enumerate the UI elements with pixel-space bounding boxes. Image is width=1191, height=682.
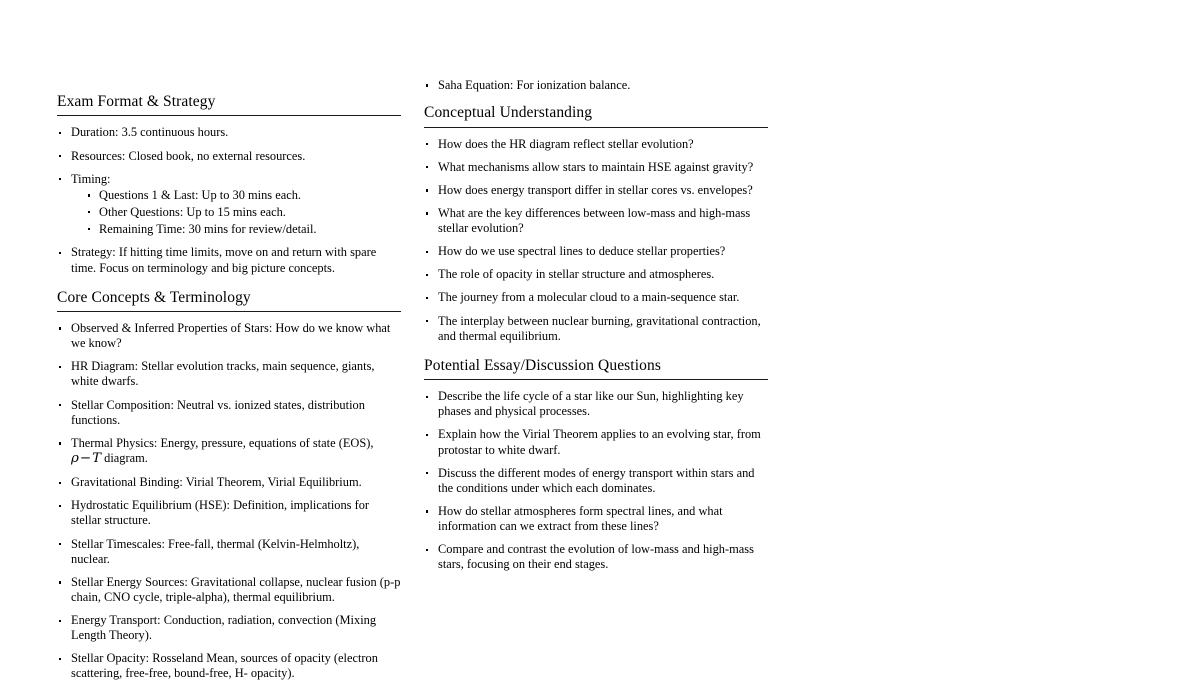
list-item xyxy=(57,149,401,164)
list-item-text: What mechanisms allow stars to maintain HSE against gravity? xyxy=(438,159,754,174)
bullet-icon xyxy=(59,620,61,622)
sublist-timing xyxy=(71,188,401,238)
list-item xyxy=(57,172,401,238)
left-column xyxy=(57,92,401,682)
list-item xyxy=(424,183,768,198)
math-rho-t-expression xyxy=(71,451,101,466)
list-item-text: Discuss the different modes of energy transport within stars and the conditions under which each dominates. xyxy=(438,465,755,495)
sublist-item-text: Remaining Time: 30 mins for review/detail. xyxy=(99,221,317,236)
section-heading-exam-format-strategy: Exam Format & Strategy xyxy=(57,92,401,116)
list-item-text: Resources: Closed book, no external resources. xyxy=(71,148,306,163)
math-symbol-t: T xyxy=(92,450,102,466)
list-item-text: HR Diagram: Stellar evolution tracks, main sequence, giants, white dwarfs. xyxy=(71,359,375,389)
list-item xyxy=(424,137,768,152)
bullet-icon xyxy=(59,404,61,406)
list-item xyxy=(424,160,768,175)
list-item-with-math xyxy=(57,436,401,467)
bullet-icon xyxy=(426,472,428,474)
bullet-icon xyxy=(426,251,428,253)
bullet-icon xyxy=(59,442,61,444)
bullet-icon xyxy=(426,189,428,191)
list-exam-format-strategy xyxy=(57,125,401,275)
bullet-icon xyxy=(426,320,428,322)
list-potential-essay-questions xyxy=(424,389,768,572)
bullet-icon xyxy=(426,212,428,214)
sublist-item xyxy=(86,222,401,238)
section-spacer xyxy=(57,276,401,288)
list-item-text: Compare and contrast the evolution of low-mass and high-mass stars, focusing on their end stages. xyxy=(438,542,754,572)
bullet-icon xyxy=(88,211,90,213)
list-item xyxy=(57,125,401,140)
bullet-icon xyxy=(59,132,61,134)
list-item-text: Strategy: If hitting time limits, move on and return with spare time. Focus on terminology and big picture concepts. xyxy=(71,245,377,275)
list-item-text: Stellar Opacity: Rosseland Mean, sources of opacity (electron scattering, free-free, bound-free, H- opacity). xyxy=(71,651,378,681)
list-item xyxy=(57,245,401,275)
list-item xyxy=(57,575,401,605)
list-item-text: How does energy transport differ in stellar cores vs. envelopes? xyxy=(438,182,753,197)
list-item-text: Duration: 3.5 continuous hours. xyxy=(71,125,229,140)
bullet-icon xyxy=(426,143,428,145)
list-item-text: How do we use spectral lines to deduce stellar properties? xyxy=(438,244,726,259)
list-item xyxy=(424,206,768,236)
bullet-icon xyxy=(426,434,428,436)
section-spacer xyxy=(424,344,768,356)
list-item xyxy=(424,244,768,259)
list-item-text: Stellar Energy Sources: Gravitational collapse, nuclear fusion (p-p chain, CNO cycle, triple-alpha), thermal equilibrium. xyxy=(71,574,401,604)
list-item xyxy=(424,290,768,305)
list-item xyxy=(424,427,768,457)
list-core-concepts-terminology xyxy=(57,321,401,682)
list-item xyxy=(424,267,768,282)
bullet-icon xyxy=(59,505,61,507)
bullet-icon xyxy=(59,327,61,329)
list-item-text: Describe the life cycle of a star like our Sun, highlighting key phases and physical processes. xyxy=(438,389,744,419)
bullet-icon xyxy=(59,581,61,583)
bullet-icon xyxy=(426,396,428,398)
list-item xyxy=(57,498,401,528)
list-item-text: Stellar Timescales: Free-fall, thermal (Kelvin-Helmholtz), nuclear. xyxy=(71,536,360,566)
bullet-icon xyxy=(426,274,428,276)
list-item xyxy=(57,537,401,567)
list-item xyxy=(57,359,401,389)
section-heading-conceptual-understanding: Conceptual Understanding xyxy=(424,103,768,127)
list-item-text: Timing: xyxy=(71,171,111,186)
bullet-icon xyxy=(426,84,428,86)
list-item-text: The role of opacity in stellar structure and atmospheres. xyxy=(438,267,715,282)
list-item-text: How do stellar atmospheres form spectral lines, and what information can we extract from these lines? xyxy=(438,503,723,533)
list-item xyxy=(57,321,401,351)
list-item-text: Saha Equation: For ionization balance. xyxy=(438,78,631,92)
list-item xyxy=(424,314,768,344)
list-item xyxy=(57,398,401,428)
list-item-text-tail: diagram. xyxy=(104,450,148,465)
list-continued-from-left-column xyxy=(424,78,768,93)
list-item-text: Gravitational Binding: Virial Theorem, Virial Equilibrium. xyxy=(71,475,362,490)
list-item-text: What are the key differences between low-mass and high-mass stellar evolution? xyxy=(438,205,751,235)
section-exam-format-strategy xyxy=(57,92,401,276)
list-item-text: Hydrostatic Equilibrium (HSE): Definition, implications for stellar structure. xyxy=(71,498,370,528)
list-conceptual-understanding xyxy=(424,137,768,344)
list-item-text: How does the HR diagram reflect stellar evolution? xyxy=(438,136,694,151)
bullet-icon xyxy=(88,194,90,196)
list-item xyxy=(424,389,768,419)
math-symbol-rho: ρ xyxy=(71,450,79,466)
math-operator-minus: − xyxy=(79,450,92,466)
list-item xyxy=(424,504,768,534)
right-column xyxy=(424,78,768,572)
list-item xyxy=(424,78,768,93)
section-core-concepts-terminology xyxy=(57,288,401,682)
bullet-icon xyxy=(59,366,61,368)
bullet-icon xyxy=(426,297,428,299)
bullet-icon xyxy=(88,228,90,230)
list-item xyxy=(57,613,401,643)
bullet-icon xyxy=(426,549,428,551)
sublist-item-text: Other Questions: Up to 15 mins each. xyxy=(99,204,286,219)
list-item-text: Stellar Composition: Neutral vs. ionized states, distribution functions. xyxy=(71,397,365,427)
bullet-icon xyxy=(59,178,61,180)
list-item-text: The interplay between nuclear burning, gravitational contraction, and thermal equilibrium. xyxy=(438,313,761,343)
sublist-item xyxy=(86,205,401,221)
sublist-item xyxy=(86,188,401,204)
list-item-text: Explain how the Virial Theorem applies to an evolving star, from protostar to white dwarf. xyxy=(438,427,761,457)
list-item-text: Thermal Physics: Energy, pressure, equations of state (EOS), xyxy=(71,435,374,450)
bullet-icon xyxy=(59,155,61,157)
list-item xyxy=(57,475,401,490)
section-heading-potential-essay-questions: Potential Essay/Discussion Questions xyxy=(424,356,768,380)
list-item-text: Observed & Inferred Properties of Stars: How do we know what we know? xyxy=(71,321,391,351)
list-item xyxy=(57,651,401,681)
section-heading-core-concepts-terminology: Core Concepts & Terminology xyxy=(57,288,401,312)
list-item-text: The journey from a molecular cloud to a main-sequence star. xyxy=(438,290,740,305)
section-conceptual-understanding xyxy=(424,103,768,344)
bullet-icon xyxy=(59,252,61,254)
bullet-icon xyxy=(59,482,61,484)
sublist-item-text: Questions 1 & Last: Up to 30 mins each. xyxy=(99,187,302,202)
bullet-icon xyxy=(426,166,428,168)
list-item-text: Energy Transport: Conduction, radiation, convection (Mixing Length Theory). xyxy=(71,613,377,643)
list-item xyxy=(424,542,768,572)
list-item xyxy=(424,466,768,496)
bullet-icon xyxy=(426,510,428,512)
bullet-icon xyxy=(59,658,61,660)
bullet-icon xyxy=(59,543,61,545)
section-potential-essay-questions xyxy=(424,356,768,573)
